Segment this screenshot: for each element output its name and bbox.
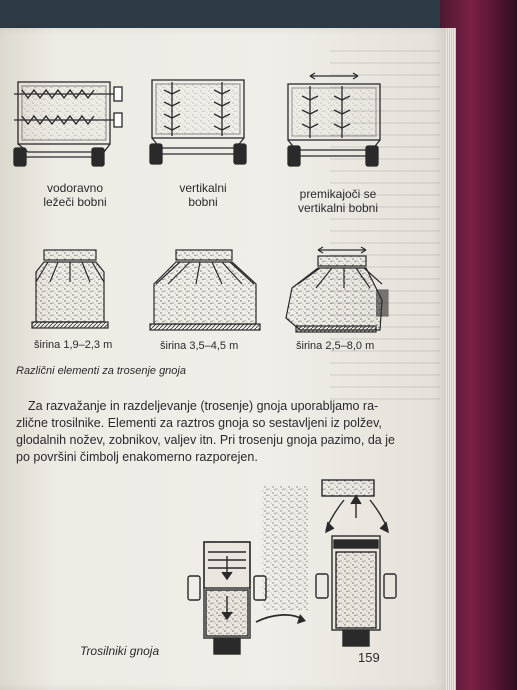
transfer-arrow bbox=[256, 615, 304, 622]
spread-pattern-2 bbox=[150, 250, 260, 330]
paragraph-line-2: zlične trosilnike. Elementi za raztros gnoja so sestavljeni iz polžev, bbox=[16, 416, 382, 430]
spread-pattern-3 bbox=[286, 247, 388, 332]
caption-moving-vertical-drums bbox=[282, 187, 394, 215]
spreader-rear-view bbox=[316, 480, 396, 646]
width-label-1: širina 1,9–2,3 m bbox=[34, 339, 113, 351]
caption-line: vodoravno bbox=[46, 181, 104, 195]
caption-horizontal-drums bbox=[20, 181, 130, 209]
page-number: 159 bbox=[358, 650, 380, 665]
caption-line: premikajoči se bbox=[299, 187, 377, 201]
vertical-drum-spreader bbox=[150, 80, 246, 164]
paragraph-line-3: glodalnih nožev, zobnikov, valjev itn. Pri trosenju gnoja pazimo, da je bbox=[16, 433, 395, 447]
caption-line: ležeči bobni bbox=[43, 195, 107, 209]
caption-line: vertikalni bbox=[179, 181, 227, 195]
spread-strip bbox=[262, 486, 308, 610]
horizontal-drum-spreader bbox=[14, 82, 122, 166]
bottom-caption: Trosilniki gnoja bbox=[80, 644, 160, 658]
paragraph-line-1: Za razvažanje in razdeljevanje (trosenje) gnoja uporabljamo ra- bbox=[28, 399, 379, 413]
figure-caption: Različni elementi za trosenje gnoja bbox=[16, 365, 186, 377]
caption-vertical-drums bbox=[148, 181, 258, 209]
spreader-side-view bbox=[188, 542, 266, 654]
width-label-2: širina 3,5–4,5 m bbox=[160, 340, 239, 352]
width-label-3: širina 2,5–8,0 m bbox=[296, 340, 375, 352]
moving-vertical-drum-spreader bbox=[288, 73, 380, 166]
spread-pattern-1 bbox=[32, 250, 108, 328]
paragraph-line-4: po površini čimbolj enakomerno razporejen. bbox=[16, 450, 258, 464]
caption-line: bobni bbox=[188, 195, 218, 209]
caption-line: vertikalni bobni bbox=[297, 201, 379, 215]
